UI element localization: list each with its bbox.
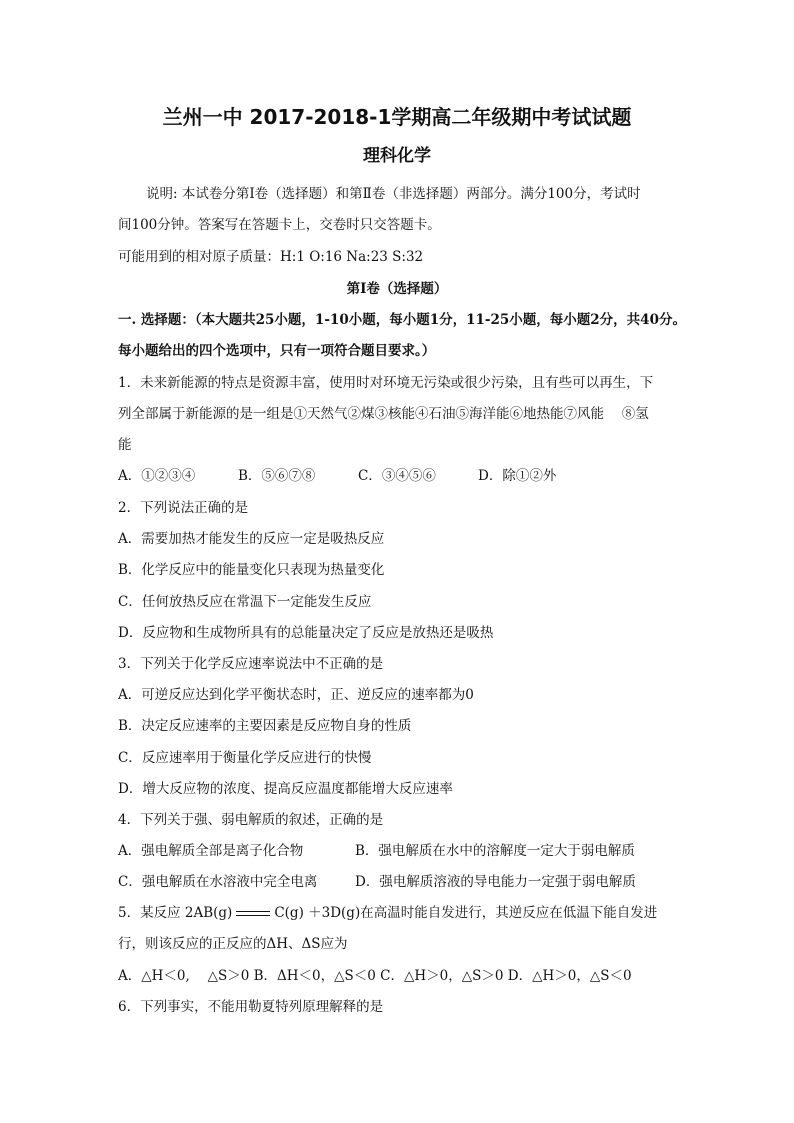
q3-stem: 3．下列关于化学反应速率说法中不正确的是 [118,656,384,672]
q2-stem: 2．下列说法正确的是 [118,500,249,516]
q1-options [118,466,684,486]
q1-option-c: C．③④⑤⑥ [358,468,436,484]
q4-options-row-1 [118,841,684,861]
q4-option-a: A．强电解质全部是离子化合物 [118,843,304,859]
q1-option-d: D．除①②外 [478,468,557,484]
q1-option-a: A．①②③④ [118,468,196,484]
exam-subtitle: 理科化学 [363,146,431,166]
q2-option-b: B．化学反应中的能量变化只表现为热量变化 [118,562,385,578]
q5-option-b: B．ΔH＜0，△S＜0 [253,968,376,984]
q4-option-b: B．强电解质在水中的溶解度一定大于弱电解质 [355,843,635,859]
q5-reactant: 5．某反应 2AB(g) [118,905,233,921]
section-instruction-1: 一. 选择题：（本大题共25小题，1-10小题，每小题1分，11-25小题，每小题2分，共40分。 [118,312,686,328]
q1-stem-line-1: 1．未来新能源的特点是资源丰富，使用时对环境无污染或很少污染，且有些可以再生，下 [118,375,654,391]
q5-option-c: C．△H＞0，△S＞0 [380,968,504,984]
q3-option-d: D．增大反应物的浓度、提高反应温度都能增大反应速率 [118,781,453,797]
q6-stem: 6．下列事实，不能用勒夏特列原理解释的是 [118,999,384,1015]
section-heading: 第Ⅰ卷（选择题） [346,281,448,297]
atomic-mass-line: 可能用到的相对原子质量：H:1 O:16 Na:23 S:32 [118,249,424,265]
q1-stem-line-3: 能 [118,437,132,453]
q1-stem-line-2: 列全部属于新能源的是一组是①天然气②煤③核能④石油⑤海洋能⑥地热能⑦风能 ⑧氢 [118,406,649,422]
q1-option-b: B．⑤⑥⑦⑧ [238,468,316,484]
q5-stem-line-2: 行，则该反应的正反应的ΔH、ΔS应为 [118,936,348,952]
q4-option-c: C．强电解质在水溶液中完全电离 [118,874,318,890]
exam-title: 兰州一中 2017-2018-1学期高二年级期中考试试题 [162,105,632,129]
q5-option-d: D．△H＞0，△S＜0 [507,968,632,984]
q3-option-a: A．可逆反应达到化学平衡状态时，正、逆反应的速率都为0 [118,687,474,703]
q3-option-b: B．决定反应速率的主要因素是反应物自身的性质 [118,718,412,734]
q4-stem: 4．下列关于强、弱电解质的叙述，正确的是 [118,812,384,828]
section-instruction-2: 每小题给出的四个选项中，只有一项符合题目要求。） [118,343,436,359]
q5-products: C(g) ＋3D(g)在高温时能自发进行，其逆反应在低温下能自发进 [274,905,658,921]
q4-option-d: D．强电解质溶液的导电能力一定强于弱电解质 [355,874,636,890]
intro-line-2: 间100分钟。答案写在答题卡上，交卷时只交答题卡。 [118,217,441,233]
equilibrium-arrow-icon [234,909,272,919]
q5-option-a: A．△H＜0, △S＞0 [118,968,250,984]
intro-line-1: 说明: 本试卷分第Ⅰ卷（选择题）和第Ⅱ卷（非选择题）两部分。满分100分，考试时 [146,186,641,202]
q2-option-d: D．反应物和生成物所具有的总能量决定了反应是放热还是吸热 [118,625,494,641]
q3-option-c: C．反应速率用于衡量化学反应进行的快慢 [118,750,372,766]
q5-stem-line-1 [118,903,684,923]
q5-options [118,966,684,986]
q2-option-a: A．需要加热才能发生的反应一定是吸热反应 [118,531,385,547]
q2-option-c: C．任何放热反应在常温下一定能发生反应 [118,594,372,610]
q4-options-row-2 [118,872,684,892]
